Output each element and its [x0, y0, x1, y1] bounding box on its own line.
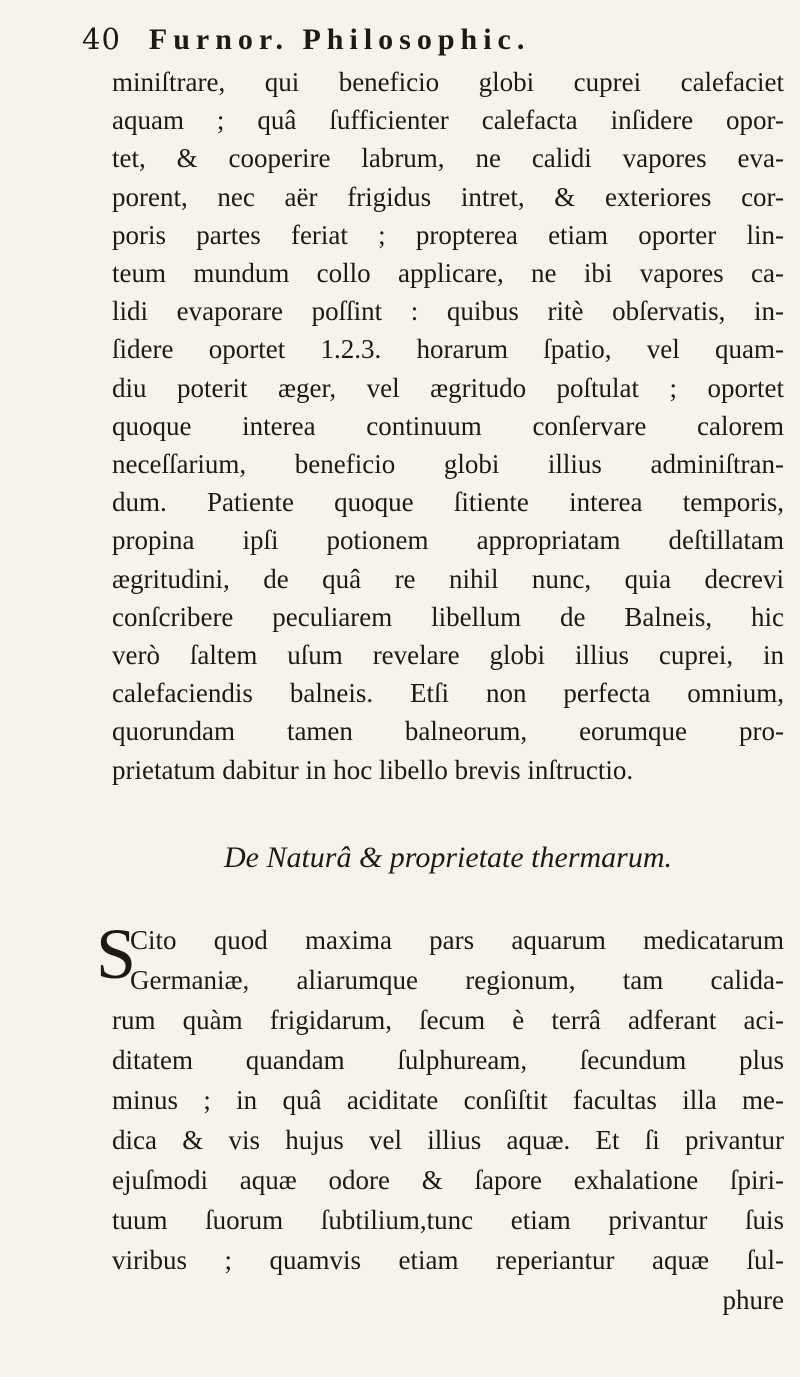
text-line: phure: [722, 1285, 784, 1315]
text-line: neceſſarium, beneficio globi illius adminiſtran-: [112, 449, 784, 479]
text-line: ægritudini, de quâ re nihil nunc, quia decrevi: [112, 563, 784, 594]
text-line: diu poterit æger, vel ægritudo poſtulat ; oportet: [112, 372, 784, 403]
running-head: [82, 22, 530, 56]
text-line: quorundam tamen balneorum, eorumque pro-: [112, 716, 784, 747]
text-line: dica & vis hujus vel illius aquæ. Et ſi privantur: [112, 1125, 784, 1155]
section-heading: De Naturâ & proprietate thermarum.: [223, 841, 673, 874]
text-line: poris partes feriat ; propterea etiam oporter lin-: [112, 219, 784, 250]
text-line: Germaniæ, aliarumque regionum, tam calida-: [130, 965, 784, 995]
text-line: viribus ; quamvis etiam reperiantur aquæ ſul-: [112, 1245, 784, 1275]
text-line: tet, & cooperire labrum, ne calidi vapores eva-: [112, 143, 784, 174]
text-line: lidi evaporare poſſint : quibus ritè obſervatis, in-: [112, 296, 784, 327]
text-line: propina ipſi potionem appropriatam deſtillatam: [112, 525, 784, 556]
text-line: ditatem quandam ſulphuream, ſecundum plus: [112, 1045, 784, 1075]
text-line: ejuſmodi aquæ odore & ſapore exhalatione ſpiri-: [112, 1165, 784, 1195]
text-line: teum mundum collo applicare, ne ibi vapores ca-: [112, 258, 784, 288]
text-line: tuum ſuorum ſubtilium,tunc etiam privantur ſuis: [112, 1205, 784, 1235]
text-line: dum. Patiente quoque ſitiente interea temporis,: [112, 487, 784, 518]
text-line: aquam ; quâ ſufficienter calefacta inſidere opor-: [112, 105, 784, 136]
text-line: porent, nec aër frigidus intret, & exteriores cor-: [112, 181, 784, 212]
text-line: ſidere oportet 1.2.3. horarum ſpatio, vel quam-: [112, 334, 784, 365]
text-line: quoque interea continuum conſervare calorem: [112, 410, 784, 441]
text-line: Cito quod maxima pars aquarum medicatarum: [130, 925, 784, 955]
text-line: calefaciendis balneis. Etſi non perfecta omnium,: [112, 678, 784, 709]
running-title: Furnor. Philosophic.: [148, 23, 531, 56]
text-line: rum quàm frigidarum, ſecum è terrâ adferant aci-: [112, 1005, 784, 1035]
text-line: miniſtrare, qui beneficio globi cuprei calefaciet: [112, 67, 784, 97]
text-line: conſcribere peculiarem libellum de Balneis, hic: [112, 601, 784, 632]
drop-capital: S: [96, 914, 137, 994]
page-number: 40: [82, 22, 121, 56]
text-line: verò ſaltem uſum revelare globi illius cuprei, in: [112, 640, 784, 670]
text-line: prietatum dabitur in hoc libello brevis inſtructio.: [112, 754, 634, 785]
text-line: minus ; in quâ aciditate conſiſtit facultas illa me-: [112, 1085, 784, 1115]
